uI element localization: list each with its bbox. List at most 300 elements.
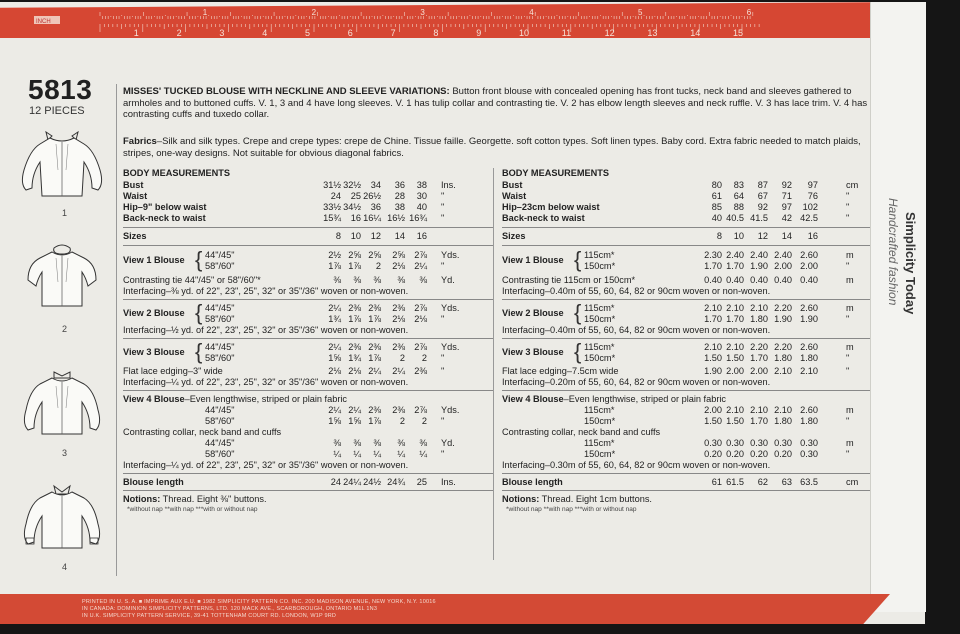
ruler-cm-label: 10 [519, 28, 530, 38]
table-value: ⅜ [373, 438, 381, 448]
table-value: 97 [807, 180, 818, 190]
table-value: 24¼ [343, 477, 361, 487]
ruler-cm-label: 3 [219, 28, 225, 38]
interfacing-note: Interfacing–⅜ yd. of 22", 23", 25", 32" or 35"/36" woven or non-woven. [123, 286, 409, 296]
ruler-cm-label: 1 [133, 28, 139, 38]
table-value: 2.30 [704, 250, 722, 260]
contrasting-tie-label: Contrasting tie 44"/45" or 58"/60"* [123, 275, 261, 285]
imperial-yardage-table [123, 168, 493, 568]
table-unit: m [846, 438, 854, 448]
view-label: View 1 Blouse [123, 255, 185, 265]
ruler-cm-label: 12 [604, 28, 615, 38]
table-value: 1.70 [750, 416, 768, 426]
size-value: 12 [757, 231, 768, 241]
table-value: 38 [416, 180, 427, 190]
view-label: View 4 Blouse–Even lengthwise, striped or plain fabric [502, 394, 727, 404]
contrast-collar-label: Contrasting collar, neck band and cuffs [123, 427, 282, 437]
contrast-collar-label: Contrasting collar, neck band and cuffs [502, 427, 661, 437]
table-value: 25 [416, 477, 427, 487]
fabric-width: 44"/45" [205, 342, 235, 352]
body-measurements-title: BODY MEASUREMENTS [123, 168, 231, 178]
table-value: 2.00 [704, 405, 722, 415]
table-value: 2.20 [774, 303, 792, 313]
table-value: 36 [394, 180, 405, 190]
table-value: 1⅝ [328, 416, 341, 426]
ruler-cm-label: 11 [561, 28, 572, 38]
table-unit: " [441, 202, 445, 212]
table-value: 2.10 [750, 405, 768, 415]
fabric-width: 150cm* [584, 353, 616, 363]
table-value: 0.40 [704, 275, 722, 285]
fabrics-label: Fabrics [123, 136, 157, 147]
table-value: 1.70 [726, 314, 744, 324]
table-value: 33½ [323, 202, 341, 212]
table-value: 42.5 [800, 213, 818, 223]
table-value: ⅜ [353, 275, 361, 285]
table-value: 2.10 [726, 405, 744, 415]
table-rule [502, 245, 870, 246]
table-unit: " [846, 191, 850, 201]
size-value: 10 [350, 231, 361, 241]
table-rule [123, 299, 493, 300]
fabric-width: 150cm* [584, 314, 616, 324]
table-value: 1⅞ [368, 416, 381, 426]
table-value: 2.00 [726, 366, 744, 376]
brand-name: Simplicity Today [903, 212, 918, 315]
table-value: 1.50 [704, 353, 722, 363]
table-value: 1⅞ [328, 261, 341, 271]
interfacing-note: Interfacing–¼ yd. of 22", 23", 25", 32" or 35"/36" woven or non-woven. [123, 377, 409, 387]
view-label: View 2 Blouse [123, 308, 185, 318]
table-rule [502, 299, 870, 300]
table-value: 1.70 [704, 261, 722, 271]
table-unit: " [441, 449, 445, 459]
table-value: ¼ [353, 449, 361, 459]
size-value: 16 [416, 231, 427, 241]
table-unit: Yds. [441, 303, 460, 313]
table-value: 16¾ [409, 213, 427, 223]
view-4-fabric-note: –Even lengthwise, striped or plain fabric [184, 394, 348, 404]
ruler-inch-label: 4 [529, 8, 534, 17]
table-value: ⅜ [419, 275, 427, 285]
table-value: 76 [807, 191, 818, 201]
table-value: 2.40 [726, 250, 744, 260]
ruler-cm-label: 7 [390, 28, 396, 38]
table-value: 1.50 [726, 416, 744, 426]
table-rule [123, 390, 493, 391]
size-value: 8 [335, 231, 341, 241]
measurement-label: Hip–9" below waist [123, 202, 207, 212]
table-value: 1⅝ [348, 416, 361, 426]
table-value: ⅜ [397, 438, 405, 448]
table-value: 36 [370, 202, 381, 212]
table-value: 2.60 [800, 342, 818, 352]
table-value: 1.70 [726, 261, 744, 271]
ruler-cm-label: 2 [176, 28, 182, 38]
table-value: 38 [394, 202, 405, 212]
table-value: 92 [781, 180, 792, 190]
table-unit: " [441, 213, 445, 223]
table-value: 1⅞ [368, 353, 381, 363]
view-label: View 1 Blouse [502, 255, 564, 265]
table-value: 63.5 [800, 477, 818, 487]
table-value: 42 [781, 213, 792, 223]
table-value: 34 [370, 180, 381, 190]
metric-yardage-table [502, 168, 872, 568]
table-value: 2⅝ [348, 250, 361, 260]
pattern-envelope-back [0, 2, 925, 624]
table-value: ¼ [333, 449, 341, 459]
table-value: 24½ [363, 477, 381, 487]
table-value: 2⅛ [392, 314, 405, 324]
interfacing-note: Interfacing–0.40m of 55, 60, 64, 82 or 90cm woven or non-woven. [502, 325, 771, 335]
table-value: 2¼ [328, 405, 341, 415]
table-unit: m [846, 342, 854, 352]
table-value: 2 [421, 416, 427, 426]
table-value: 0.30 [726, 438, 744, 448]
table-value: 1.80 [774, 416, 792, 426]
table-value: 1.90 [774, 314, 792, 324]
table-value: ⅜ [397, 275, 405, 285]
table-value: 64 [733, 191, 744, 201]
table-unit: " [441, 353, 445, 363]
view-1-label: 1 [62, 208, 68, 218]
pattern-description [123, 86, 868, 121]
brand-side-text [870, 198, 918, 402]
table-value: 2⅜ [392, 342, 405, 352]
table-value: 16¼ [363, 213, 381, 223]
table-value: 2¼ [392, 366, 405, 376]
table-value: 88 [733, 202, 744, 212]
view-3-illustration [12, 368, 112, 448]
brace-symbol: { [195, 247, 203, 272]
ruler-cm-label: 5 [305, 28, 311, 38]
table-value: 2.00 [750, 366, 768, 376]
view-1-illustration [12, 130, 112, 210]
measurement-label: Back-neck to waist [502, 213, 585, 223]
table-value: 2¼ [328, 303, 341, 313]
table-value: 61 [711, 191, 722, 201]
table-value: 2⅛ [328, 366, 341, 376]
view-2-label: 2 [62, 324, 68, 334]
brace-symbol: { [195, 300, 203, 325]
table-unit: Yd. [441, 275, 455, 285]
table-value: 1⅞ [368, 314, 381, 324]
ruler-inch-label: 2 [311, 8, 317, 17]
table-value: ¼ [397, 449, 405, 459]
table-value: 0.20 [774, 449, 792, 459]
table-value: 2.40 [774, 250, 792, 260]
table-value: 2 [399, 416, 405, 426]
table-rule [502, 490, 870, 491]
fabric-width: 44"/45" [205, 250, 235, 260]
table-unit: m [846, 250, 854, 260]
table-value: 2⅛ [414, 314, 427, 324]
table-value: 2⅞ [414, 405, 427, 415]
table-unit: " [846, 202, 850, 212]
notions-text: Thread. Eight ⅜" buttons. [160, 494, 267, 504]
table-unit: m [846, 275, 854, 285]
table-value: 2⅜ [368, 405, 381, 415]
ruler-inch-label: 3 [420, 8, 425, 17]
ruler-badge-text: INCH [36, 19, 51, 25]
table-unit: " [846, 261, 850, 271]
table-value: 2.10 [774, 366, 792, 376]
fabric-width: 58"/60" [205, 261, 235, 271]
fabric-width: 115cm* [584, 303, 615, 313]
table-value: 16 [350, 213, 361, 223]
table-value: 83 [733, 180, 744, 190]
fabric-width: 115cm* [584, 250, 615, 260]
table-value: 1.90 [704, 366, 722, 376]
ruler-cm-label: 9 [476, 28, 482, 38]
table-value: 1.80 [774, 353, 792, 363]
table-value: 0.30 [800, 449, 818, 459]
table-value: 0.20 [726, 449, 744, 459]
view-label: View 4 Blouse–Even lengthwise, striped or plain fabric [123, 394, 348, 404]
table-rule [502, 473, 870, 474]
fabric-width: 44"/45" [205, 438, 235, 448]
view-label: View 3 Blouse [123, 347, 185, 357]
table-value: ¼ [373, 449, 381, 459]
table-value: 2½ [328, 250, 341, 260]
table-unit: " [846, 213, 850, 223]
table-value: 1.90 [750, 261, 768, 271]
table-value: 2⅜ [348, 342, 361, 352]
table-value: 61.5 [726, 477, 744, 487]
table-rule [123, 245, 493, 246]
notions-text: Thread. Eight 1cm buttons. [539, 494, 652, 504]
pattern-number: 5813 [28, 74, 93, 105]
interfacing-note: Interfacing–¼ yd. of 22", 23", 25", 32" or 35"/36" woven or non-woven. [123, 460, 409, 470]
fabric-width: 150cm* [584, 261, 616, 271]
table-unit: " [846, 314, 850, 324]
notions-label: Notions: Thread. Eight 1cm buttons. [502, 494, 652, 504]
size-value: 8 [716, 231, 722, 241]
table-value: 0.30 [774, 438, 792, 448]
table-value: 2.00 [800, 261, 818, 271]
fabrics-text: –Silk and silk types. Crepe and crepe types: crepe de Chine. Tissue faille. Georgette. soft cotton types. Soft linen types. Baby cord. Extra fabric needed to match plaids, stripes, one-way designs. Not suitable for obvious diagonal fabrics. [123, 136, 861, 159]
table-value: 97 [781, 202, 792, 212]
table-value: 15¾ [323, 213, 341, 223]
table-value: 2⅜ [414, 366, 427, 376]
lace-edging-label: Flat lace edging–3" wide [123, 366, 223, 376]
size-value: 16 [807, 231, 818, 241]
table-value: 40.5 [726, 213, 744, 223]
description-text: Button front blouse with concealed opening has front tucks, neck band and sleeves gathered to armholes and to buttoned cuffs. V. 1, 3 and 4 have long sleeves. V. 1 has tulip collar and contrasting tie. V. 2 has elbow length sleeves and neck ruffle. V. 3 has lace trim. V. 4 has contrasting cuffs and tuxedo collar. [123, 86, 868, 120]
table-rule [123, 473, 493, 474]
table-value: 2⅞ [414, 250, 427, 260]
fabric-width: 150cm* [584, 416, 616, 426]
table-value: 2 [375, 261, 381, 271]
table-value: 40 [711, 213, 722, 223]
table-value: 1¾ [348, 353, 361, 363]
measurement-label: Hip–23cm below waist [502, 202, 600, 212]
table-value: 2⅝ [392, 250, 405, 260]
fabric-width: 58"/60" [205, 416, 235, 426]
table-value: 62 [757, 477, 768, 487]
table-value: 28 [394, 191, 405, 201]
table-value: 2⅞ [414, 342, 427, 352]
table-unit: " [441, 416, 445, 426]
table-value: 85 [711, 202, 722, 212]
table-value: 2.00 [774, 261, 792, 271]
table-value: 2¼ [368, 366, 381, 376]
table-value: 71 [781, 191, 792, 201]
fabrics-note [123, 136, 863, 160]
table-value: 30 [416, 191, 427, 201]
brace-symbol: { [574, 247, 582, 272]
table-unit: Yds. [441, 250, 460, 260]
table-value: 2¼ [414, 261, 427, 271]
table-value: 24¾ [387, 477, 405, 487]
interfacing-note: Interfacing–0.20m of 55, 60, 64, 82 or 90cm woven or non-woven. [502, 377, 771, 387]
ruler-strip [0, 2, 900, 38]
table-rule [502, 227, 870, 228]
nap-legend: *without nap **with nap ***with or without nap [506, 506, 637, 513]
table-value: 31½ [323, 180, 341, 190]
table-rule [502, 390, 870, 391]
brace-symbol: { [195, 339, 203, 364]
table-value: 2.10 [704, 342, 722, 352]
fabric-width: 58"/60" [205, 314, 235, 324]
interfacing-note: Interfacing–½ yd. of 22", 23", 25", 32" or 35"/36" woven or non-woven. [123, 325, 409, 335]
view-2-illustration [12, 242, 112, 322]
size-value: 14 [781, 231, 792, 241]
table-unit: m [846, 303, 854, 313]
table-value: 24 [330, 477, 341, 487]
table-value: ¼ [419, 449, 427, 459]
table-rule [502, 338, 870, 339]
table-rule [123, 338, 493, 339]
ruler-cm-label: 13 [647, 28, 658, 38]
body-measurements-title: BODY MEASUREMENTS [502, 168, 610, 178]
publisher-footer [82, 599, 436, 620]
view-label: View 2 Blouse [502, 308, 564, 318]
table-unit: " [441, 261, 445, 271]
table-value: 1.50 [726, 353, 744, 363]
table-unit: Yds. [441, 405, 460, 415]
footer-line: PRINTED IN U. S. A. ■ IMPRIME AUX E.U. ■ 1982 SIMPLICITY PATTERN CO. INC. 200 MADISON AVENUE, NEW YORK, N.Y. 10016 [82, 599, 436, 605]
table-value: 2.10 [704, 303, 722, 313]
footer-line: IN U.K. SIMPLICITY PATTERN SERVICE, 39-41 TOTTENHAM COURT RD. LONDON, W1P 9RD [82, 613, 337, 619]
table-value: 2.60 [800, 250, 818, 260]
ruler-marks [0, 2, 900, 38]
table-value: 0.20 [704, 449, 722, 459]
table-unit: Yd. [441, 438, 455, 448]
table-value: 2⅜ [368, 303, 381, 313]
table-unit: Ins. [441, 180, 456, 190]
table-value: 2⅜ [368, 342, 381, 352]
fabric-width: 150cm* [584, 449, 616, 459]
table-value: 1.50 [704, 416, 722, 426]
table-value: 1⅞ [348, 314, 361, 324]
table-value: 34½ [343, 202, 361, 212]
fabric-width: 44"/45" [205, 303, 235, 313]
table-unit: cm [846, 180, 859, 190]
table-value: 0.40 [750, 275, 768, 285]
pattern-pieces: 12 PIECES [29, 105, 85, 117]
table-value: 61 [711, 477, 722, 487]
ruler-cm-label: 8 [433, 28, 439, 38]
ruler-cm-label: 4 [262, 28, 268, 38]
table-value: 0.20 [750, 449, 768, 459]
table-value: 0.40 [800, 275, 818, 285]
size-value: 10 [733, 231, 744, 241]
view-label: View 3 Blouse [502, 347, 564, 357]
table-value: 2.60 [800, 303, 818, 313]
table-value: ⅜ [353, 438, 361, 448]
table-value: 2.20 [774, 342, 792, 352]
table-value: 1.90 [800, 314, 818, 324]
measurement-label: Bust [502, 180, 523, 190]
figure-divider [116, 84, 117, 576]
table-value: 1¾ [328, 314, 341, 324]
fabric-width: 58"/60" [205, 353, 235, 363]
table-value: 2⅜ [392, 303, 405, 313]
table-rule [123, 490, 493, 491]
ruler-cm-label: 15 [733, 28, 744, 38]
measurement-label: Waist [123, 191, 148, 201]
table-value: 2.10 [800, 366, 818, 376]
contrasting-tie-label: Contrasting tie 115cm or 150cm* [502, 275, 636, 285]
nap-legend: *without nap **with nap ***with or without nap [127, 506, 258, 513]
view-4-label: 4 [62, 562, 68, 572]
table-value: 1.70 [750, 353, 768, 363]
table-value: 25 [350, 191, 361, 201]
table-value: 32½ [343, 180, 361, 190]
measurement-label: Waist [502, 191, 527, 201]
column-divider [493, 168, 494, 560]
table-value: 1.80 [750, 314, 768, 324]
table-value: 2.10 [726, 303, 744, 313]
view-4-illustration [12, 482, 112, 562]
description-title: MISSES' TUCKED BLOUSE WITH NECKLINE AND SLEEVE VARIATIONS: [123, 86, 450, 97]
table-unit: " [441, 191, 445, 201]
table-value: 2⅝ [368, 250, 381, 260]
table-unit: " [846, 353, 850, 363]
table-unit: " [846, 366, 850, 376]
table-value: 87 [757, 180, 768, 190]
fabric-width: 44"/45" [205, 405, 235, 415]
table-unit: " [846, 449, 850, 459]
fabric-width: 115cm* [584, 405, 615, 415]
table-value: 24 [330, 191, 341, 201]
view-4-fabric-note: –Even lengthwise, striped or plain fabric [563, 394, 727, 404]
table-value: 41.5 [750, 213, 768, 223]
ruler-cm-label: 6 [347, 28, 353, 38]
lace-edging-label: Flat lace edging–7.5cm wide [502, 366, 619, 376]
interfacing-note: Interfacing–0.30m of 55, 60, 64, 82 or 90cm woven or non-woven. [502, 460, 771, 470]
table-value: 2 [399, 353, 405, 363]
table-value: 2⅜ [348, 303, 361, 313]
measurement-label: Back-neck to waist [123, 213, 206, 223]
table-value: 2.10 [774, 405, 792, 415]
table-value: 0.30 [800, 438, 818, 448]
table-unit: cm [846, 477, 859, 487]
table-value: 2 [421, 353, 427, 363]
ruler-cm-label: 14 [690, 28, 701, 38]
table-value: 1⅞ [348, 261, 361, 271]
table-value: 102 [802, 202, 818, 212]
blouse-length-label: Blouse length [123, 477, 184, 487]
table-value: 80 [711, 180, 722, 190]
table-value: 2.40 [750, 250, 768, 260]
table-value: ⅜ [333, 275, 341, 285]
table-value: 1⅝ [328, 353, 341, 363]
table-value: 92 [757, 202, 768, 212]
table-unit: m [846, 405, 854, 415]
